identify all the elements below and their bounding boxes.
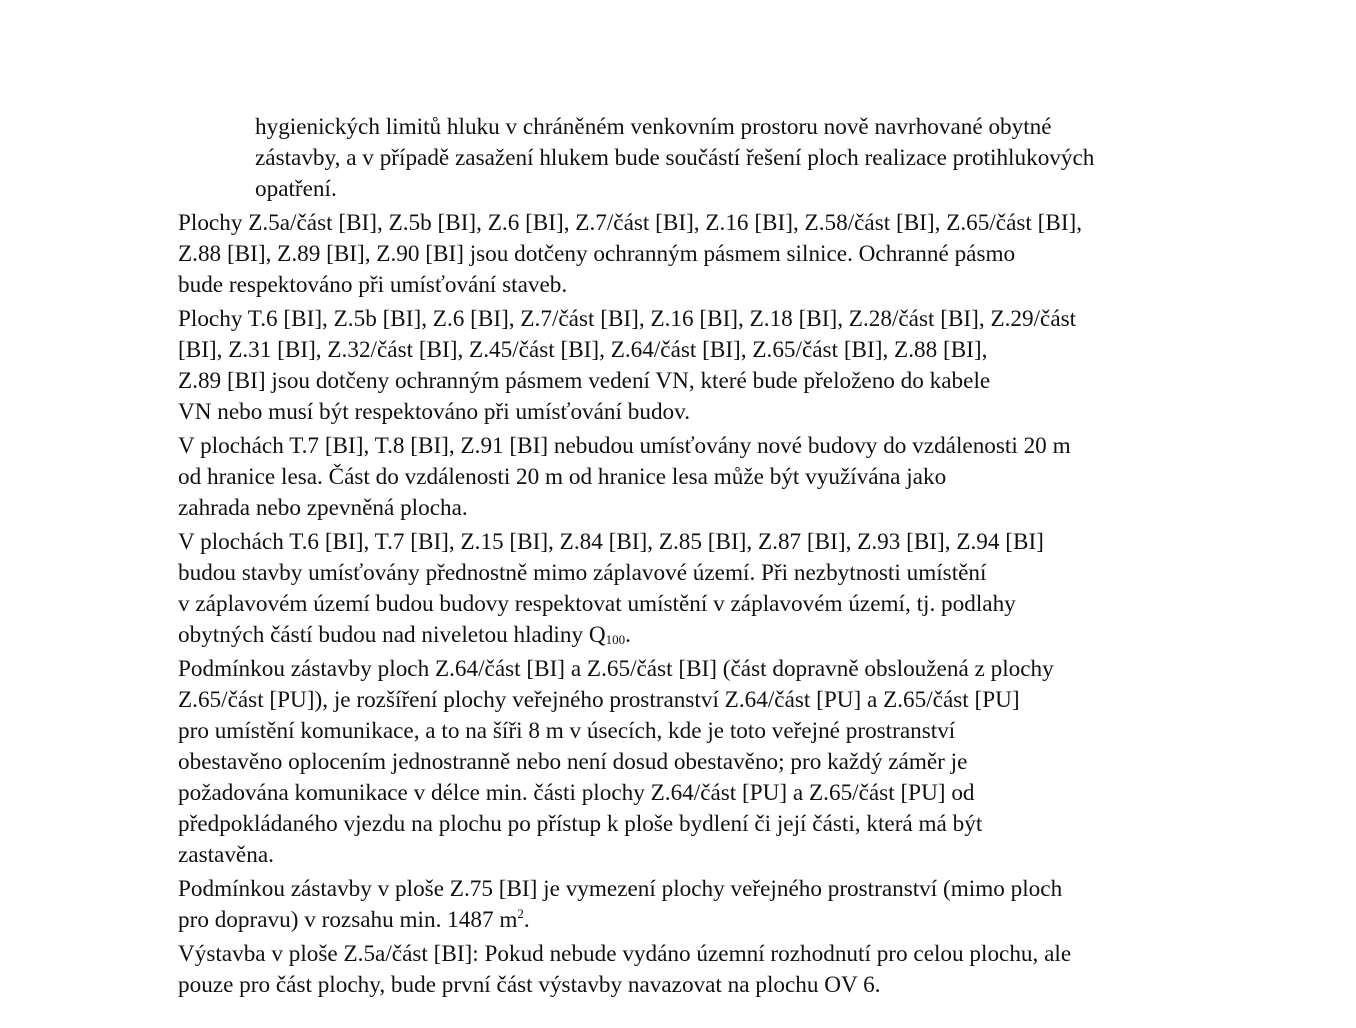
text-line-prefix: pro dopravu) v rozsahu min. 1487 m <box>178 907 518 933</box>
text-line: [BI], Z.31 [BI], Z.32/část [BI], Z.45/část [BI], Z.64/část [BI], Z.65/část [BI], Z.88 [BI], <box>178 337 988 363</box>
text-line: zástavby, a v případě zasažení hlukem bude součástí řešení ploch realizace protihlukových <box>255 145 1095 171</box>
paragraph-road-protection-zone <box>178 208 1238 301</box>
paragraph-power-line-zone <box>178 304 1238 428</box>
text-line: předpokládaného vjezdu na plochu po přístup k ploše bydlení či její části, která má být <box>178 811 983 837</box>
text-line: hygienických limitů hluku v chráněném venkovním prostoru nově navrhované obytné <box>255 114 1052 140</box>
text-line: Z.89 [BI] jsou dotčeny ochranným pásmem vedení VN, které bude přeloženo do kabele <box>178 368 991 394</box>
text-line: pro umístění komunikace, a to na šíři 8 m v úsecích, kde je toto veřejné prostranství <box>178 718 956 744</box>
text-line <box>178 905 1238 936</box>
text-line-prefix: obytných částí budou nad niveletou hladiny Q <box>178 622 606 648</box>
text-line: od hranice lesa. Část do vzdálenosti 20 m od hranice lesa může být využívána jako <box>178 464 947 490</box>
text-line: Plochy Z.5a/část [BI], Z.5b [BI], Z.6 [BI], Z.7/část [BI], Z.16 [BI], Z.58/část [BI], Z.65/část [BI], <box>178 210 1083 236</box>
text-line-suffix: . <box>625 622 631 648</box>
paragraph-flood-zone <box>178 527 1238 651</box>
paragraph-construction-phasing <box>178 939 1238 1001</box>
text-line: Z.88 [BI], Z.89 [BI], Z.90 [BI] jsou dotčeny ochranným pásmem silnice. Ochranné pásmo <box>178 241 1016 267</box>
text-line <box>178 620 1238 651</box>
document-page <box>178 112 1238 1004</box>
paragraph-public-space-area <box>178 874 1238 936</box>
text-line: V plochách T.7 [BI], T.8 [BI], Z.91 [BI] nebudou umísťovány nové budovy do vzdálenosti 20 m <box>178 433 1071 459</box>
text-line: VN nebo musí být respektováno při umísťování budov. <box>178 399 691 425</box>
paragraph-noise-limits <box>178 112 1238 205</box>
text-line: Podmínkou zástavby ploch Z.64/část [BI] a Z.65/část [BI] (část dopravně obsloužená z plochy <box>178 656 1054 682</box>
text-line: budou stavby umísťovány přednostně mimo záplavové území. Při nezbytnosti umístění <box>178 560 987 586</box>
text-line-suffix: . <box>523 907 530 933</box>
text-line: pouze pro část plochy, bude první část výstavby navazovat na plochu OV 6. <box>178 972 881 998</box>
text-line: bude respektováno při umísťování staveb. <box>178 272 568 298</box>
text-line: Podmínkou zástavby v ploše Z.75 [BI] je vymezení plochy veřejného prostranství (mimo ploch <box>178 876 1063 902</box>
text-line: zahrada nebo zpevněná plocha. <box>178 495 468 521</box>
paragraph-public-space-widening <box>178 654 1238 871</box>
text-line: V plochách T.6 [BI], T.7 [BI], Z.15 [BI], Z.84 [BI], Z.85 [BI], Z.87 [BI], Z.93 [BI], Z.94 [BI] <box>178 529 1044 555</box>
text-line: Z.65/část [PU]), je rozšíření plochy veřejného prostranství Z.64/část [PU] a Z.65/část [PU] <box>178 687 1020 713</box>
text-line: v záplavovém území budou budovy respektovat umístění v záplavovém území, tj. podlahy <box>178 591 1016 617</box>
text-line: zastavěna. <box>178 842 274 868</box>
text-line: Výstavba v ploše Z.5a/část [BI]: Pokud nebude vydáno územní rozhodnutí pro celou plochu, ale <box>178 941 1072 967</box>
text-line: opatření. <box>255 176 337 202</box>
text-line: Plochy T.6 [BI], Z.5b [BI], Z.6 [BI], Z.7/část [BI], Z.16 [BI], Z.18 [BI], Z.28/část [BI], Z.29/část <box>178 306 1077 332</box>
text-line: požadována komunikace v délce min. části plochy Z.64/část [PU] a Z.65/část [PU] od <box>178 780 975 806</box>
text-line: obestavěno oplocením jednostranně nebo není dosud obestavěno; pro každý záměr je <box>178 749 968 775</box>
paragraph-forest-distance <box>178 431 1238 524</box>
subscript-q100: 100 <box>605 632 626 647</box>
superscript-square: 2 <box>517 906 524 921</box>
